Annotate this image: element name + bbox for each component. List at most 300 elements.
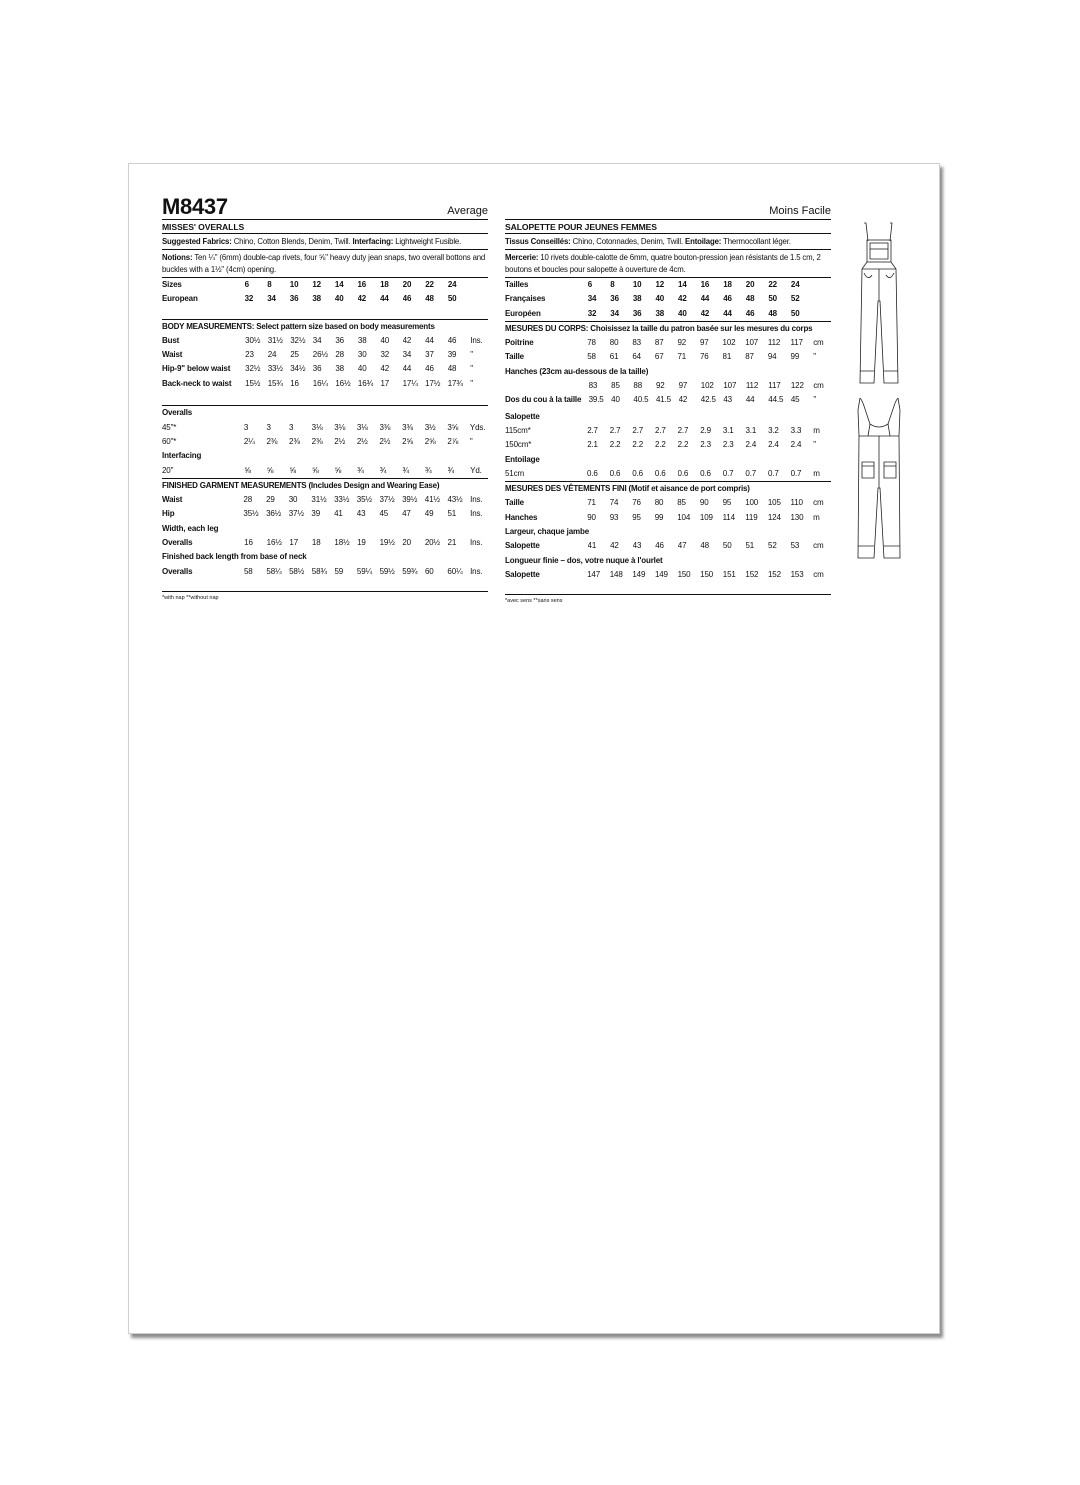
cell-value: 102: [700, 381, 714, 391]
cell-value: 3: [289, 422, 294, 432]
cell-value: 18: [723, 280, 732, 289]
table-row: [505, 307, 831, 321]
table-row: [505, 350, 831, 364]
row-label: 150cm*: [505, 440, 532, 450]
table-row: [505, 393, 831, 407]
cell-value: 52: [768, 541, 777, 551]
cell-value: 114: [722, 512, 735, 522]
pattern-code: M8437: [162, 194, 228, 219]
cell-value: 30: [357, 350, 367, 360]
cell-value: ⅝: [311, 465, 319, 475]
table-row: [162, 348, 488, 362]
cell-value: 48: [768, 308, 777, 318]
table-row: [162, 464, 488, 478]
row-label: 115cm*: [505, 425, 531, 435]
leg-width-table-fr: [505, 539, 831, 553]
row-label: Sizes: [162, 280, 182, 289]
table-row: [162, 334, 488, 348]
cell-value: 45: [379, 509, 389, 519]
cell-value: 46: [425, 364, 434, 374]
back-length-table: [162, 565, 488, 579]
back-length-heading: Finished back length from base of neck: [162, 552, 307, 562]
cell-value: 31½: [311, 495, 327, 505]
cell-value: 6: [244, 280, 249, 289]
cell-value: 42: [380, 364, 390, 374]
row-label: Waist: [162, 350, 183, 360]
body-measurements-table: [162, 334, 488, 391]
cell-value: 2.2: [655, 440, 666, 450]
overalls-heading: Overalls: [162, 405, 488, 420]
cell-value: 28: [243, 495, 253, 505]
cell-value: 2.4: [790, 440, 802, 450]
row-label: Back-neck to waist: [162, 378, 232, 388]
footnote: *with nap **without nap: [162, 594, 219, 601]
cell-unit: Ins.: [470, 495, 483, 505]
pattern-envelope-back: [128, 163, 940, 1334]
cell-value: 17: [289, 538, 298, 548]
cell-value: 97: [699, 338, 709, 348]
cell-value: 0.6: [700, 468, 711, 478]
cell-value: 74: [609, 498, 619, 508]
cell-value: 17½: [425, 378, 441, 388]
table-row: [162, 435, 488, 449]
cell-value: 42: [678, 395, 688, 405]
cell-value: 3.3: [790, 425, 802, 435]
cell-value: 51: [745, 541, 755, 551]
cell-value: 112: [745, 381, 759, 391]
cell-value: 95: [722, 498, 732, 508]
cell-value: 34: [312, 335, 322, 345]
cell-value: 0.6: [609, 468, 621, 478]
cell-value: ¾: [379, 465, 387, 475]
cell-value: 40: [611, 395, 620, 405]
cell-value: 87: [654, 338, 664, 348]
cell-value: 3.2: [768, 425, 779, 435]
cell-value: 24: [447, 280, 457, 289]
cell-value: 17¾: [447, 378, 463, 388]
cell-value: 23: [245, 350, 254, 360]
cell-unit: cm: [813, 381, 824, 391]
cell-unit: cm: [813, 498, 824, 508]
cell-value: 2.7: [677, 425, 689, 435]
cell-value: 20: [402, 538, 411, 548]
cell-value: 19½: [379, 538, 395, 548]
cell-unit: ": [470, 378, 473, 388]
salopette-yardage-table: [505, 424, 831, 453]
table-row: [505, 568, 831, 582]
cell-value: 0.6: [632, 468, 643, 478]
cell-value: 80: [654, 498, 664, 508]
cell-value: 32½: [245, 364, 261, 374]
cell-value: 0.7: [745, 468, 757, 478]
cell-value: 3⅜: [402, 422, 413, 432]
cell-unit: Yds.: [469, 422, 486, 432]
table-row: [505, 496, 831, 510]
table-row: [505, 278, 831, 293]
cell-value: 152: [745, 569, 759, 579]
row-label: 20": [162, 465, 174, 475]
cell-value: 44: [700, 294, 710, 304]
cell-value: 42: [700, 308, 710, 318]
finished-measurements-heading: FINISHED GARMENT MEASUREMENTS (Includes Design and Wearing Ease): [162, 478, 488, 493]
cell-unit: [814, 278, 832, 293]
cell-value: 19: [357, 538, 366, 548]
cell-value: 36: [289, 294, 299, 304]
cell-value: 83: [588, 381, 598, 391]
table-row: [162, 493, 488, 507]
cell-value: 0.7: [722, 468, 734, 478]
cell-value: 99: [790, 352, 800, 362]
row-label: Hip: [162, 509, 175, 519]
cell-value: 3⅜: [379, 422, 391, 432]
cell-value: 16: [244, 538, 253, 548]
cell-value: 71: [677, 352, 687, 362]
cell-value: 35½: [243, 509, 259, 519]
cell-value: 32: [380, 350, 390, 360]
cell-value: 90: [587, 512, 596, 522]
row-label: Overalls: [162, 566, 193, 576]
cell-value: 34: [610, 308, 619, 318]
cell-value: 0.7: [790, 468, 802, 478]
cell-value: 2⅝: [402, 436, 413, 446]
cell-value: 2⅞: [447, 436, 459, 446]
row-label: [505, 379, 589, 393]
cell-value: 149: [632, 569, 646, 579]
cell-value: 18: [311, 538, 321, 548]
cell-value: 150: [700, 569, 714, 579]
cell-value: 2.7: [587, 425, 598, 435]
row-label: Bust: [162, 335, 180, 345]
cell-value: 2.3: [722, 440, 734, 450]
cell-unit: cm: [813, 338, 824, 348]
cell-unit: cm: [813, 569, 824, 579]
cell-value: 58: [243, 566, 253, 576]
overalls-back-view: [854, 396, 904, 561]
entoilage-heading: Entoilage: [505, 454, 540, 464]
cell-value: 150: [677, 569, 691, 579]
cell-value: 43½: [447, 495, 463, 505]
cell-value: 18½: [334, 538, 350, 548]
cell-value: 16: [357, 280, 367, 289]
cell-value: 153: [790, 569, 804, 579]
cell-value: 10: [632, 280, 642, 289]
cell-value: 16¼: [312, 378, 328, 388]
cell-value: 93: [609, 512, 619, 522]
cell-value: 43: [723, 395, 732, 405]
cell-value: 20: [402, 280, 412, 289]
cell-value: 3.1: [722, 425, 734, 435]
back-length-table-fr: [505, 568, 831, 582]
cell-unit: Ins.: [470, 509, 483, 519]
cell-value: 119: [745, 512, 758, 522]
cell-value: 42: [357, 294, 367, 304]
cell-value: 2.4: [768, 440, 779, 450]
cell-value: 34: [587, 294, 597, 304]
table-row: [162, 421, 488, 435]
cell-value: 44.5: [768, 395, 784, 405]
cell-value: 117: [790, 338, 803, 348]
table-row: [505, 336, 831, 350]
cell-value: 110: [790, 498, 803, 508]
cell-value: 90: [699, 498, 709, 508]
cell-value: 49: [424, 509, 434, 519]
cell-value: 50: [447, 294, 457, 304]
cell-value: 58: [587, 352, 596, 362]
cell-value: 61: [609, 352, 619, 362]
cell-value: 3: [243, 422, 249, 432]
cell-value: 92: [677, 338, 687, 348]
cell-value: 34: [267, 294, 276, 304]
cell-value: 42.5: [700, 395, 716, 405]
interfacing-yardage-table: [162, 464, 488, 478]
cell-value: 36: [335, 335, 344, 345]
cell-value: 16½: [266, 538, 282, 548]
cell-value: 2⅜: [289, 436, 300, 446]
row-label: Salopette: [505, 541, 540, 551]
salopette-heading: Salopette: [505, 411, 540, 421]
cell-value: 20: [745, 280, 755, 289]
cell-value: 107: [745, 338, 759, 348]
cell-value: 60: [424, 566, 434, 576]
cell-value: 3⅛: [356, 422, 368, 432]
table-row: [162, 507, 488, 521]
row-label: Européen: [505, 308, 541, 318]
cell-value: 39.5: [588, 395, 604, 405]
cell-value: 47: [677, 541, 687, 551]
cell-value: 2.4: [745, 440, 757, 450]
table-row: [505, 379, 831, 393]
cell-value: 15¾: [267, 378, 283, 388]
cell-value: 50: [768, 294, 777, 304]
cell-value: 2½: [356, 436, 368, 446]
cell-value: ⅝: [334, 465, 342, 475]
table-row: [505, 424, 831, 438]
cell-value: 43: [356, 509, 366, 519]
cell-value: 40: [357, 364, 367, 374]
cell-value: 109: [699, 512, 713, 522]
garment-title-fr: SALOPETTE POUR JEUNES FEMMES: [505, 222, 657, 232]
cell-value: 2.7: [609, 425, 621, 435]
footnote-fr: *avec sens **sans sens: [505, 598, 563, 605]
cell-value: 12: [655, 280, 665, 289]
row-label: Waist: [162, 495, 183, 505]
row-label: Dos du cou à la taille: [505, 395, 582, 405]
cell-value: 149: [654, 569, 668, 579]
cell-value: 17¼: [402, 378, 418, 388]
cell-value: 21: [447, 538, 457, 548]
technical-drawings: [854, 221, 904, 561]
cell-value: 36: [632, 308, 642, 318]
cell-value: 41½: [424, 495, 440, 505]
cell-value: 44: [425, 335, 434, 345]
cell-value: 30: [288, 495, 298, 505]
table-row: [505, 539, 831, 553]
cell-value: 22: [768, 280, 777, 289]
row-label: Taille: [505, 498, 524, 508]
cell-value: 41: [334, 509, 343, 519]
cell-value: 35½: [356, 495, 372, 505]
entoilage-yardage-table: [505, 467, 831, 481]
cell-value: 39: [447, 350, 457, 360]
interfacing-heading: Interfacing: [162, 451, 202, 461]
cell-value: 53: [790, 541, 800, 551]
cell-value: 36½: [266, 509, 282, 519]
cell-value: 29: [266, 495, 275, 505]
cell-value: 43: [632, 541, 642, 551]
cell-value: 39: [311, 509, 321, 519]
cell-value: 87: [745, 352, 754, 362]
row-label: 60"*: [162, 436, 177, 446]
cell-value: 3⅝: [447, 422, 459, 432]
cell-value: 76: [699, 352, 709, 362]
cell-value: 44: [723, 308, 732, 318]
cell-value: 3: [266, 422, 271, 432]
cell-value: 16: [290, 378, 299, 388]
difficulty-label: Average: [447, 205, 488, 217]
cell-value: 3⅛: [311, 422, 323, 432]
cell-value: 88: [633, 381, 643, 391]
cell-value: 24: [790, 280, 800, 289]
cell-value: 37½: [288, 509, 304, 519]
cell-value: 48: [425, 294, 434, 304]
cell-value: 26½: [312, 350, 328, 360]
cell-value: 44: [380, 294, 389, 304]
cell-value: 36: [312, 364, 322, 374]
cell-value: 100: [745, 498, 759, 508]
row-label: Taille: [505, 352, 524, 362]
row-label: Hanches: [505, 512, 538, 522]
table-row: [162, 278, 488, 293]
cell-value: 16: [700, 280, 710, 289]
cell-value: 40.5: [633, 395, 649, 405]
cell-value: 33½: [334, 495, 350, 505]
cell-value: 32: [587, 308, 597, 318]
cell-value: 46: [655, 541, 664, 551]
cell-value: 8: [267, 280, 272, 289]
cell-value: 130: [790, 512, 804, 522]
cell-unit: [470, 292, 488, 306]
cell-value: 2.9: [700, 425, 711, 435]
garment-title: MISSES' OVERALLS: [162, 222, 245, 232]
cell-value: 104: [677, 512, 691, 522]
cell-value: ⅝: [244, 465, 251, 475]
notions-paragraph-fr: Mercerie: 10 rivets double-calotte de 6mm, quatre bouton-pression jean résistants de 1.5 cm, 2 boutons et boucles pour salopette à ouverture de 4cm.: [505, 249, 831, 277]
body-measurements-heading-fr: MESURES DU CORPS: Choisissez la taille du patron basée sur les mesures du corps: [505, 321, 831, 336]
cell-unit: ": [813, 352, 816, 362]
row-label: Overalls: [162, 538, 193, 548]
cell-value: 94: [767, 352, 777, 362]
cell-value: 124: [767, 512, 781, 522]
row-label: 45"*: [162, 422, 177, 432]
cell-value: 42: [678, 294, 687, 304]
cell-value: 122: [790, 381, 804, 391]
cell-value: 152: [768, 569, 781, 579]
table-row: [505, 467, 831, 481]
cell-value: 18: [380, 280, 389, 289]
cell-value: 151: [722, 569, 736, 579]
cell-value: 0.7: [768, 468, 779, 478]
cell-value: 58¼: [266, 566, 282, 576]
cell-value: 33½: [267, 364, 283, 374]
cell-unit: Yd.: [470, 465, 482, 475]
cell-value: 14: [678, 280, 687, 289]
size-table-fr: [505, 277, 831, 321]
leg-width-table: [162, 536, 488, 550]
row-label: Françaises: [505, 294, 546, 304]
cell-value: 52: [790, 294, 800, 304]
cell-value: 44: [402, 364, 412, 374]
cell-value: 85: [677, 498, 686, 508]
table-row: [162, 536, 488, 550]
cell-value: 58½: [289, 566, 305, 576]
row-label: Hip-9" below waist: [162, 364, 231, 374]
cell-value: 47: [402, 509, 411, 519]
cell-value: ¾: [357, 465, 364, 475]
french-column: [505, 164, 831, 604]
cell-value: 46: [745, 308, 755, 318]
cell-value: 32: [244, 294, 254, 304]
leg-width-heading-fr: Largeur, chaque jambe: [505, 527, 589, 537]
cell-value: 20½: [424, 538, 440, 548]
leg-width-heading: Width, each leg: [162, 523, 219, 533]
cell-value: ¾: [447, 465, 455, 475]
cell-value: 48: [745, 294, 755, 304]
cell-value: 92: [655, 381, 665, 391]
notions-paragraph: Notions: Ten ¼" (6mm) double-cap rivets, four ⅝" heavy duty jean snaps, two overall bottons and buckles with a 1½" (4cm) opening.: [162, 249, 488, 277]
cell-value: 16¾: [357, 378, 374, 388]
cell-value: 40: [380, 335, 390, 345]
cell-value: ⅝: [266, 465, 274, 475]
cell-value: 2.3: [700, 440, 711, 450]
cell-value: 148: [609, 569, 623, 579]
cell-unit: m: [813, 468, 820, 478]
french-header: [505, 164, 831, 219]
cell-unit: m: [813, 425, 820, 435]
finished-measurements-table: [162, 493, 488, 522]
cell-value: 32½: [290, 335, 306, 345]
cell-value: 41: [587, 541, 597, 551]
cell-value: 2⅝: [424, 436, 436, 446]
row-label: Poitrine: [505, 338, 534, 348]
cell-value: 38: [655, 308, 665, 318]
cell-unit: [814, 292, 832, 306]
cell-value: 46: [723, 294, 732, 304]
cell-value: 2½: [379, 436, 391, 446]
cell-unit: [814, 307, 832, 321]
cell-unit: ": [813, 395, 817, 405]
cell-value: 0.6: [677, 468, 689, 478]
cell-value: 2⅜: [311, 436, 323, 446]
cell-value: 2.7: [655, 425, 666, 435]
body-measurements-table-fr: [505, 336, 831, 365]
cell-value: 105: [767, 498, 781, 508]
overalls-front-view: [854, 221, 904, 386]
cell-value: 17: [380, 378, 390, 388]
cell-value: 38: [357, 335, 367, 345]
cell-unit: [470, 278, 488, 293]
table-row: [505, 292, 831, 306]
cell-value: 38: [335, 364, 344, 374]
cell-value: 40: [678, 308, 687, 318]
cell-value: 50: [722, 541, 732, 551]
table-row: [162, 565, 488, 579]
row-label: Tailles: [505, 280, 529, 289]
cell-value: 50: [790, 308, 800, 318]
cell-value: 2.7: [632, 425, 644, 435]
cell-value: 95: [632, 512, 641, 522]
cell-value: 0.6: [654, 468, 666, 478]
cell-value: 3½: [424, 422, 436, 432]
